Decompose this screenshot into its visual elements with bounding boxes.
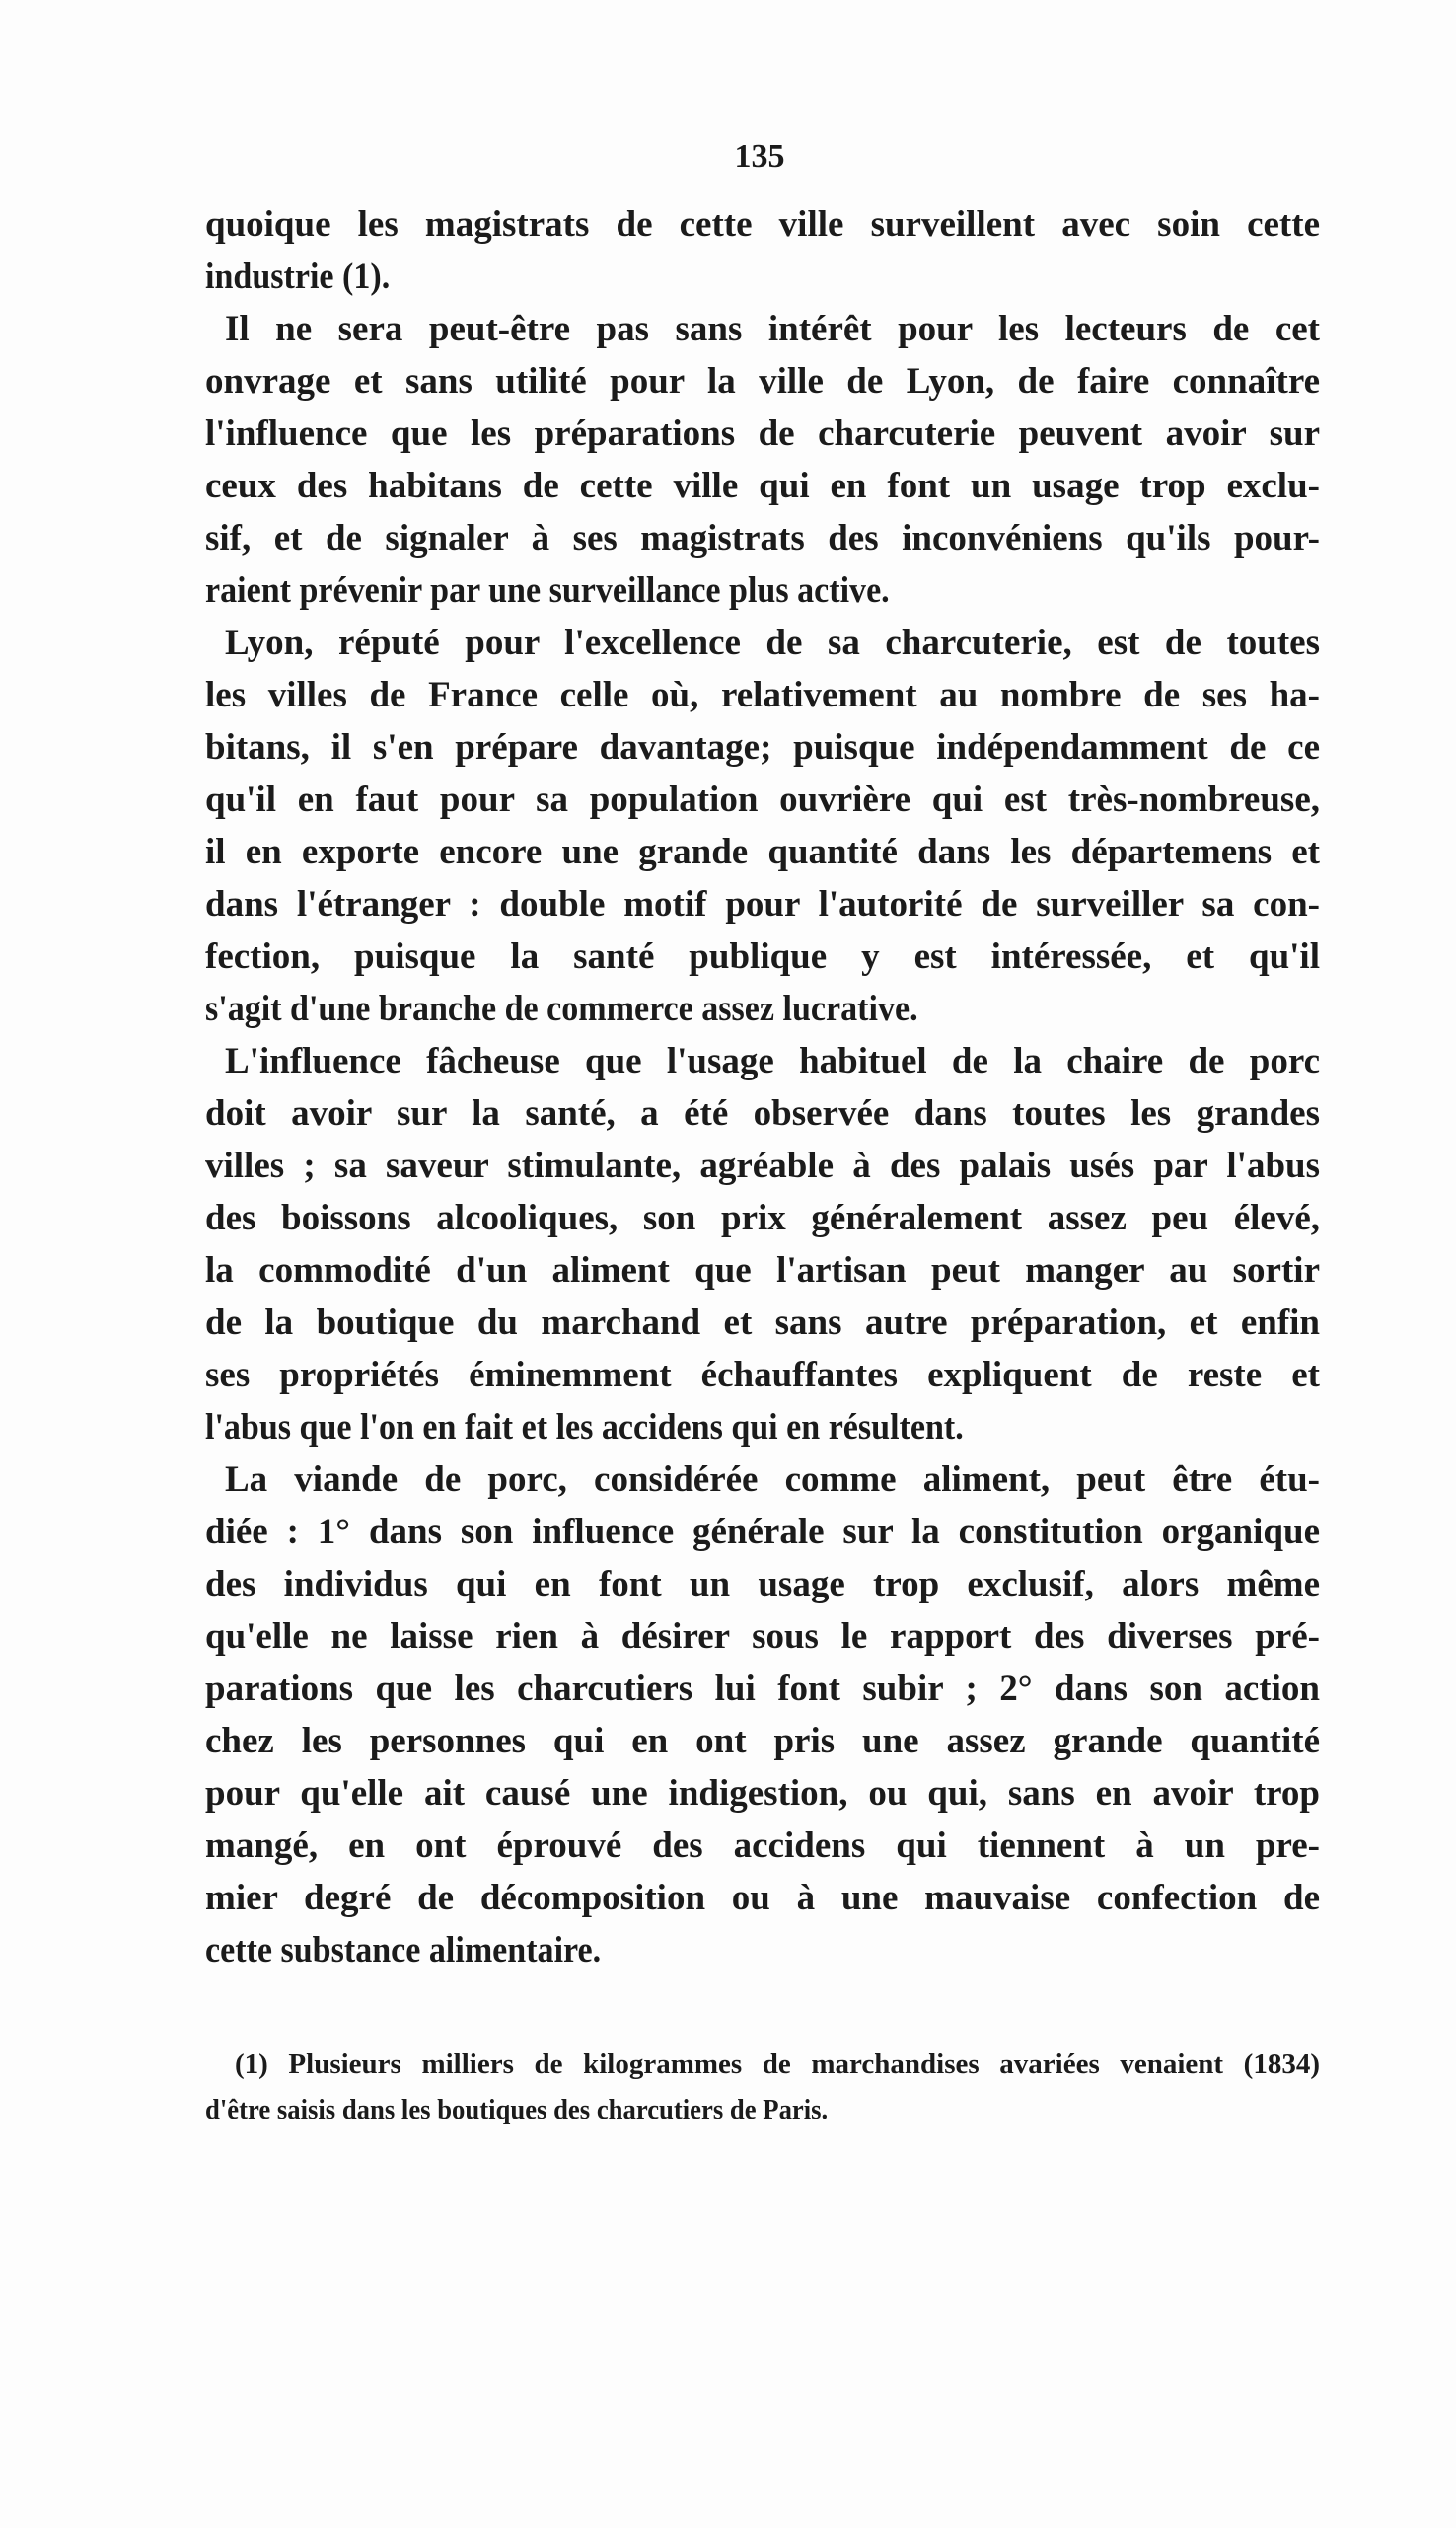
text-line: ses propriétés éminemment échauffantes expliquent de reste et — [205, 1355, 1320, 1395]
text-line: pour qu'elle ait causé une indigestion, ou qui, sans en avoir trop — [205, 1773, 1320, 1814]
footnote-line: d'être saisis dans les boutiques des charcutiers de Paris. — [205, 2094, 829, 2125]
text-line: cette substance alimentaire. — [205, 1930, 602, 1970]
text-line: Il ne sera peut-être pas sans intérêt pour les lecteurs de cet — [225, 309, 1320, 349]
text-line: de la boutique du marchand et sans autre préparation, et enfin — [205, 1302, 1320, 1343]
text-line: fection, puisque la santé publique y est intéressée, et qu'il — [205, 936, 1320, 977]
text-line: sif, et de signaler à ses magistrats des inconvéniens qu'ils pour- — [205, 518, 1320, 558]
text-line: industrie (1). — [205, 257, 391, 297]
text-line: diée : 1° dans son influence générale sur la constitution organique — [205, 1512, 1320, 1552]
text-line: chez les personnes qui en ont pris une assez grande quantité — [205, 1721, 1320, 1761]
text-line: qu'il en faut pour sa population ouvrière qui est très-nombreuse, — [205, 780, 1320, 820]
text-line: la commodité d'un aliment que l'artisan peut manger au sortir — [205, 1250, 1320, 1291]
footnote-line: (1) Plusieurs milliers de kilogrammes de marchandises avariées venaient (1834) — [235, 2048, 1320, 2080]
text-line: parations que les charcutiers lui font subir ; 2° dans son action — [205, 1669, 1320, 1709]
text-line: L'influence fâcheuse que l'usage habituel de la chaire de porc — [225, 1041, 1320, 1081]
text-line: quoique les magistrats de cette ville surveillent avec soin cette — [205, 204, 1320, 245]
text-line: qu'elle ne laisse rien à désirer sous le rapport des diverses pré- — [205, 1616, 1320, 1657]
text-line: s'agit d'une branche de commerce assez lucrative. — [205, 989, 918, 1029]
text-line: des individus qui en font un usage trop exclusif, alors même — [205, 1564, 1320, 1604]
text-line: raient prévenir par une surveillance plus active. — [205, 570, 890, 611]
text-line: villes ; sa saveur stimulante, agréable à des palais usés par l'abus — [205, 1146, 1320, 1186]
text-line: mier degré de décomposition ou à une mauvaise confection de — [205, 1878, 1320, 1918]
text-line: bitans, il s'en prépare davantage; puisque indépendamment de ce — [205, 727, 1320, 768]
text-line: il en exporte encore une grande quantité dans les départemens et — [205, 832, 1320, 872]
text-line: doit avoir sur la santé, a été observée dans toutes les grandes — [205, 1093, 1320, 1134]
text-line: l'influence que les préparations de charcuterie peuvent avoir sur — [205, 413, 1320, 454]
text-line: l'abus que l'on en fait et les accidens qui en résultent. — [205, 1407, 964, 1448]
text-line: des boissons alcooliques, son prix généralement assez peu élevé, — [205, 1198, 1320, 1238]
page-number: 135 — [734, 138, 785, 175]
text-line: ceux des habitans de cette ville qui en font un usage trop exclu- — [205, 466, 1320, 506]
text-line: La viande de porc, considérée comme aliment, peut être étu- — [225, 1459, 1320, 1500]
text-line: les villes de France celle où, relativement au nombre de ses ha- — [205, 675, 1320, 715]
text-line: mangé, en ont éprouvé des accidens qui tiennent à un pre- — [205, 1825, 1320, 1866]
text-line: Lyon, réputé pour l'excellence de sa charcuterie, est de toutes — [225, 623, 1320, 663]
text-line: dans l'étranger : double motif pour l'autorité de surveiller sa con- — [205, 884, 1320, 925]
text-line: onvrage et sans utilité pour la ville de Lyon, de faire connaître — [205, 361, 1320, 402]
